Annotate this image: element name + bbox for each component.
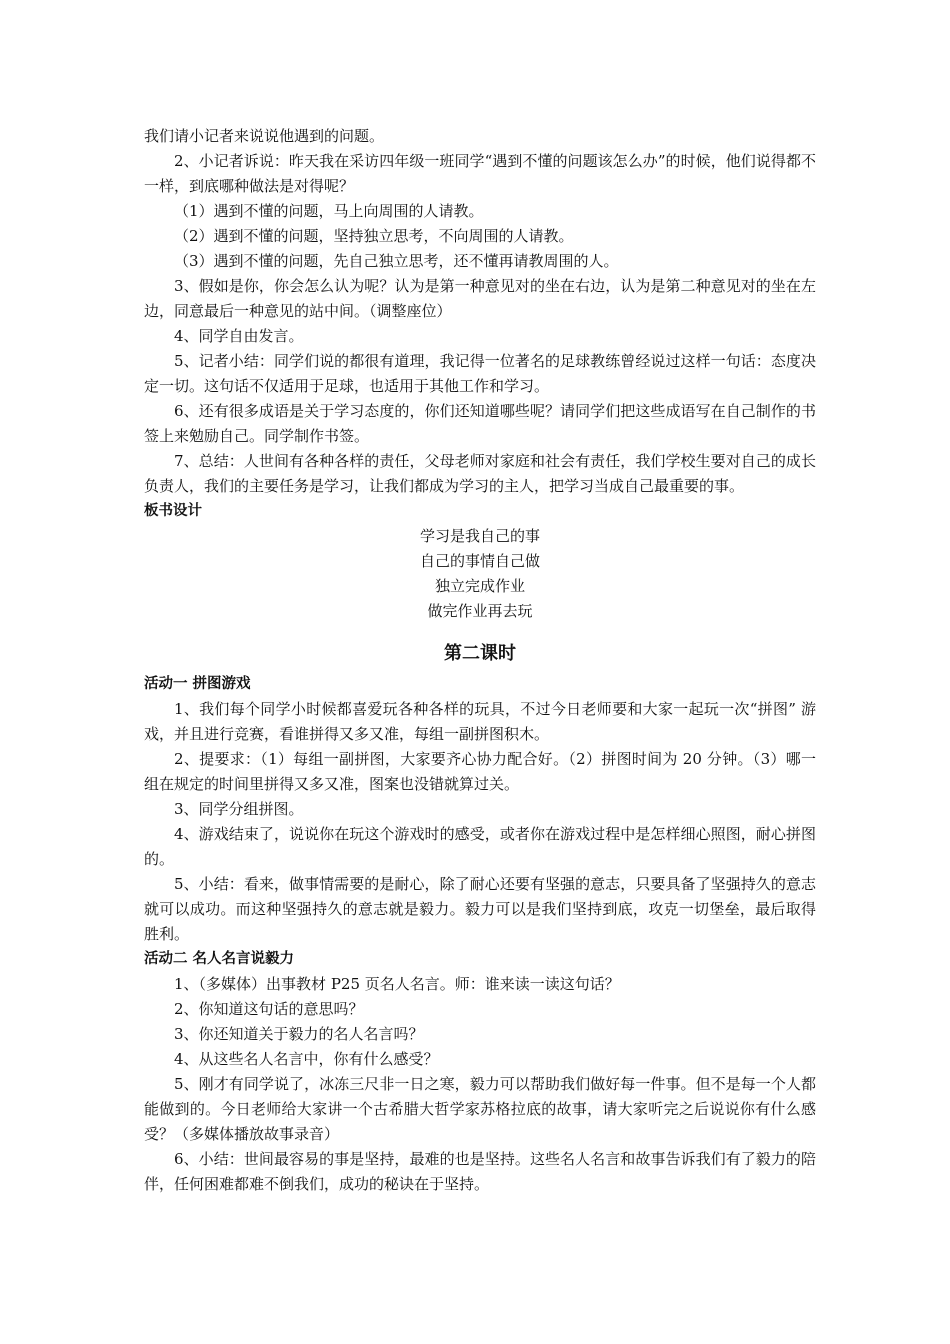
activity2-item: 4、从这些名人名言中，你有什么感受？ bbox=[174, 1050, 439, 1068]
section1-item: 6、还有很多成语是关于学习态度的，你们还知道哪些呢？请同学们把这些成语写在自己制作的书签上来勉励自己。同学制作书签。 bbox=[144, 402, 816, 445]
activity1-item: 1、我们每个同学小时候都喜爱玩各种各样的玩具，不过今日老师要和大家一起玩一次“拼图” 游戏，并且进行竞赛，看谁拼得又多又准，每组一副拼图积木。 bbox=[144, 700, 816, 743]
section1-item: 5、记者小结：同学们说的都很有道理，我记得一位著名的足球教练曾经说过这样一句话：态度决定一切。这句话不仅适用于足球，也适用于其他工作和学习。 bbox=[144, 352, 816, 395]
activity1-item: 5、小结：看来，做事情需要的是耐心，除了耐心还要有坚强的意志，只要具备了坚强持久的意志就可以成功。而这种坚强持久的意志就是毅力。毅力可以是我们坚持到底，攻克一切堡垒，最后取得胜利。 bbox=[144, 875, 816, 943]
document-page bbox=[144, 124, 816, 1197]
section1-intro: 我们请小记者来说说他遇到的问题。 bbox=[144, 127, 385, 145]
activity2-item: 1、（多媒体）出事教材 P25 页名人名言。师：谁来读一读这句话？ bbox=[174, 975, 620, 993]
activity1-heading: 活动一 拼图游戏 bbox=[144, 676, 251, 692]
section1-item: （2）遇到不懂的问题，坚持独立思考，不向周围的人请教。 bbox=[174, 227, 574, 245]
board-line: 做完作业再去玩 bbox=[427, 602, 533, 620]
board-line: 独立完成作业 bbox=[434, 577, 525, 595]
activity1-item: 2、提要求：（1）每组一副拼图，大家要齐心协力配合好。（2）拼图时间为 20 分钟。（3）哪一组在规定的时间里拼得又多又准，图案也没错就算过关。 bbox=[144, 750, 816, 793]
activity2-heading: 活动二 名人名言说毅力 bbox=[144, 951, 295, 967]
activity1-item: 4、游戏结束了，说说你在玩这个游戏时的感受，或者你在游戏过程中是怎样细心照图，耐心拼图的。 bbox=[144, 825, 816, 868]
board-design-heading: 板书设计 bbox=[144, 503, 202, 519]
section1-item: 3、假如是你，你会怎么认为呢？认为是第一种意见对的坐在右边，认为是第二种意见对的坐在左边，同意最后一种意见的站中间。（调整座位） bbox=[144, 277, 816, 320]
section1-item: （3）遇到不懂的问题，先自己独立思考，还不懂再请教周围的人。 bbox=[174, 252, 619, 270]
lesson-title: 第二课时 bbox=[444, 643, 516, 664]
activity2-item: 5、刚才有同学说了，冰冻三尺非一日之寒，毅力可以帮助我们做好每一件事。但不是每一个人都能做到的。今日老师给大家讲一个古希腊大哲学家苏格拉底的故事，请大家听完之后说说你有什么感受？（多媒体播放故事录音） bbox=[144, 1075, 816, 1143]
section1-item: 4、同学自由发言。 bbox=[174, 327, 304, 345]
activity2-item: 3、你还知道关于毅力的名人名言吗？ bbox=[174, 1025, 424, 1043]
section1-item: 2、小记者诉说：昨天我在采访四年级一班同学“遇到不懂的问题该怎么办”的时候，他们说得都不一样，到底哪种做法是对得呢？ bbox=[144, 152, 816, 195]
board-line: 学习是我自己的事 bbox=[419, 527, 540, 545]
activity2-item: 2、你知道这句话的意思吗？ bbox=[174, 1000, 364, 1018]
activity2-item: 6、小结：世间最容易的事是坚持，最难的也是坚持。这些名人名言和故事告诉我们有了毅力的陪伴，任何困难都难不倒我们，成功的秘诀在于坚持。 bbox=[144, 1150, 816, 1193]
section1-item: （1）遇到不懂的问题，马上向周围的人请教。 bbox=[174, 202, 484, 220]
activity1-item: 3、同学分组拼图。 bbox=[174, 800, 304, 818]
section1-item: 7、总结：人世间有各种各样的责任，父母老师对家庭和社会有责任，我们学校生要对自己的成长负责人，我们的主要任务是学习，让我们都成为学习的主人，把学习当成自己最重要的事。 bbox=[144, 452, 816, 495]
board-line: 自己的事情自己做 bbox=[419, 552, 540, 570]
